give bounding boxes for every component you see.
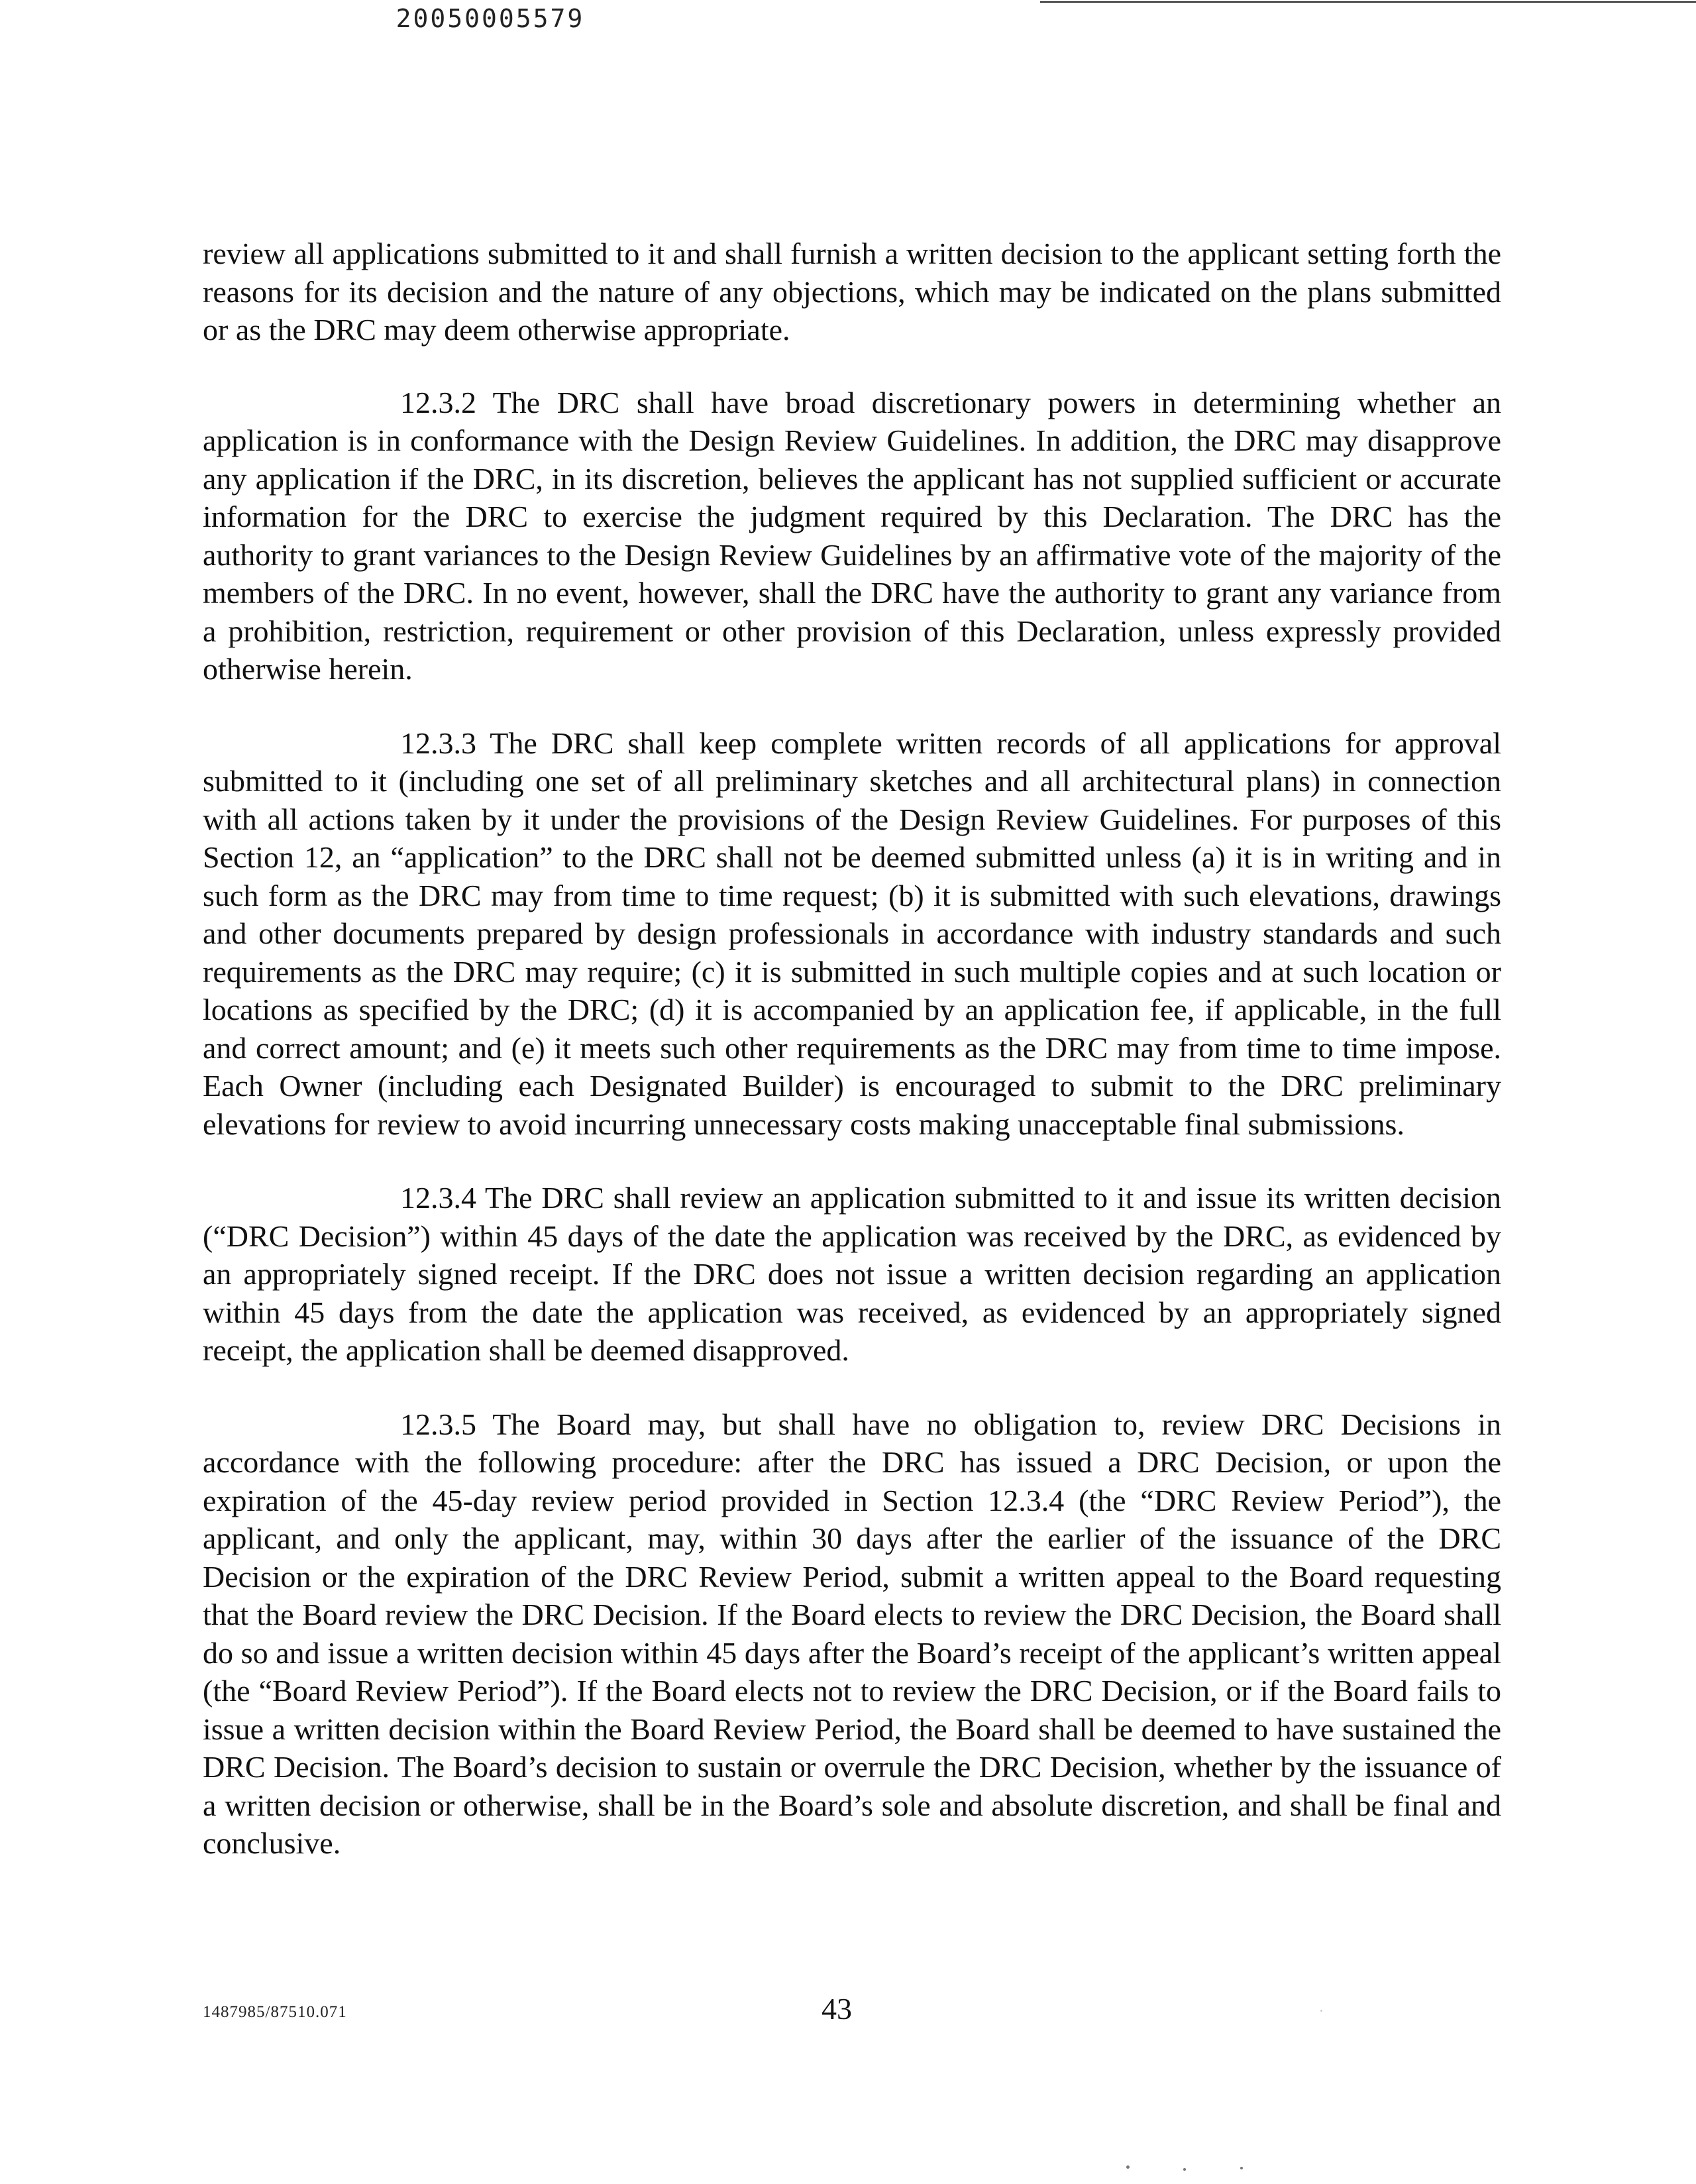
- paragraph-12-3-3: 12.3.3 The DRC shall keep complete written records of all applications for approval submitted to it (including one set of all preliminary sketches and all architectural plans) in connection with all actions taken by it under the provisions of the Design Review Guidelines. For purposes of this Section 12, an “application” to the DRC shall not be deemed submitted unless (a) it is in writing and in such form as the DRC may from time to time request; (b) it is submitted with such elevations, drawings and other documents prepared by design professionals in accordance with industry standards and such requirements as the DRC may require; (c) it is submitted in such multiple copies and at such location or locations as specified by the DRC; (d) it is accompanied by an application fee, if applicable, in the full and correct amount; and (e) it meets such other requirements as the DRC may from time to time impose. Each Owner (including each Designated Builder) is encouraged to submit to the DRC preliminary elevations for review to avoid incurring unnecessary costs making unacceptable final submissions.: [203, 726, 1501, 1141]
- header-rule: [1040, 1, 1696, 3]
- paragraph-12-3-1-continued: review all applications submitted to it and shall furnish a written decision to the applicant setting forth the reasons for its decision and the nature of any objections, which may be indicated on the plans submitted or as the DRC may deem otherwise appropriate.: [203, 237, 1501, 347]
- scan-speck: [1183, 2168, 1186, 2171]
- footer-document-id: 1487985/87510.071: [203, 2003, 347, 2021]
- paragraph-12-3-5: 12.3.5 The Board may, but shall have no obligation to, review DRC Decisions in accordance with the following procedure: after the DRC has issued a DRC Decision, or upon the expiration of the 45-day review period provided in Section 12.3.4 (the “DRC Review Period”), the applicant, and only the applicant, may, within 30 days after the earlier of the issuance of the DRC Decision or the expiration of the DRC Review Period, submit a written appeal to the Board requesting that the Board review the DRC Decision. If the Board elects to review the DRC Decision, the Board shall do so and issue a written decision within 45 days after the Board’s receipt of the applicant’s written appeal (the “Board Review Period”). If the Board elects not to review the DRC Decision, or if the Board fails to issue a written decision within the Board Review Period, the Board shall be deemed to have sustained the DRC Decision. The Board’s decision to sustain or overrule the DRC Decision, whether by the issuance of a written decision or otherwise, shall be in the Board’s sole and absolute discretion, and shall be final and conclusive.: [203, 1407, 1501, 1860]
- paragraph-12-3-2: 12.3.2 The DRC shall have broad discretionary powers in determining whether an application is in conformance with the Design Review Guidelines. In addition, the DRC may disapprove any application if the DRC, in its discretion, believes the applicant has not supplied sufficient or accurate information for the DRC to exercise the judgment required by this Declaration. The DRC has the authority to grant variances to the Design Review Guidelines by an affirmative vote of the majority of the members of the DRC. In no event, however, shall the DRC have the authority to grant any variance from a prohibition, restriction, requirement or other provision of this Declaration, unless expressly provided otherwise herein.: [203, 385, 1501, 686]
- page-number: 43: [822, 1992, 852, 2026]
- document-body: [203, 235, 1501, 1898]
- document-number: 20050005579: [396, 4, 585, 33]
- scan-speck: [1320, 2010, 1322, 2012]
- paragraph-12-3-4: 12.3.4 The DRC shall review an application submitted to it and issue its written decision (“DRC Decision”) within 45 days of the date the application was received by the DRC, as evidenced by an appropriately signed receipt. If the DRC does not issue a written decision regarding an application within 45 days from the date the application was received, as evidenced by an appropriately signed receipt, the application shall be deemed disapproved.: [203, 1181, 1501, 1367]
- scan-speck: [1126, 2165, 1130, 2169]
- scan-speck: [1240, 2167, 1243, 2169]
